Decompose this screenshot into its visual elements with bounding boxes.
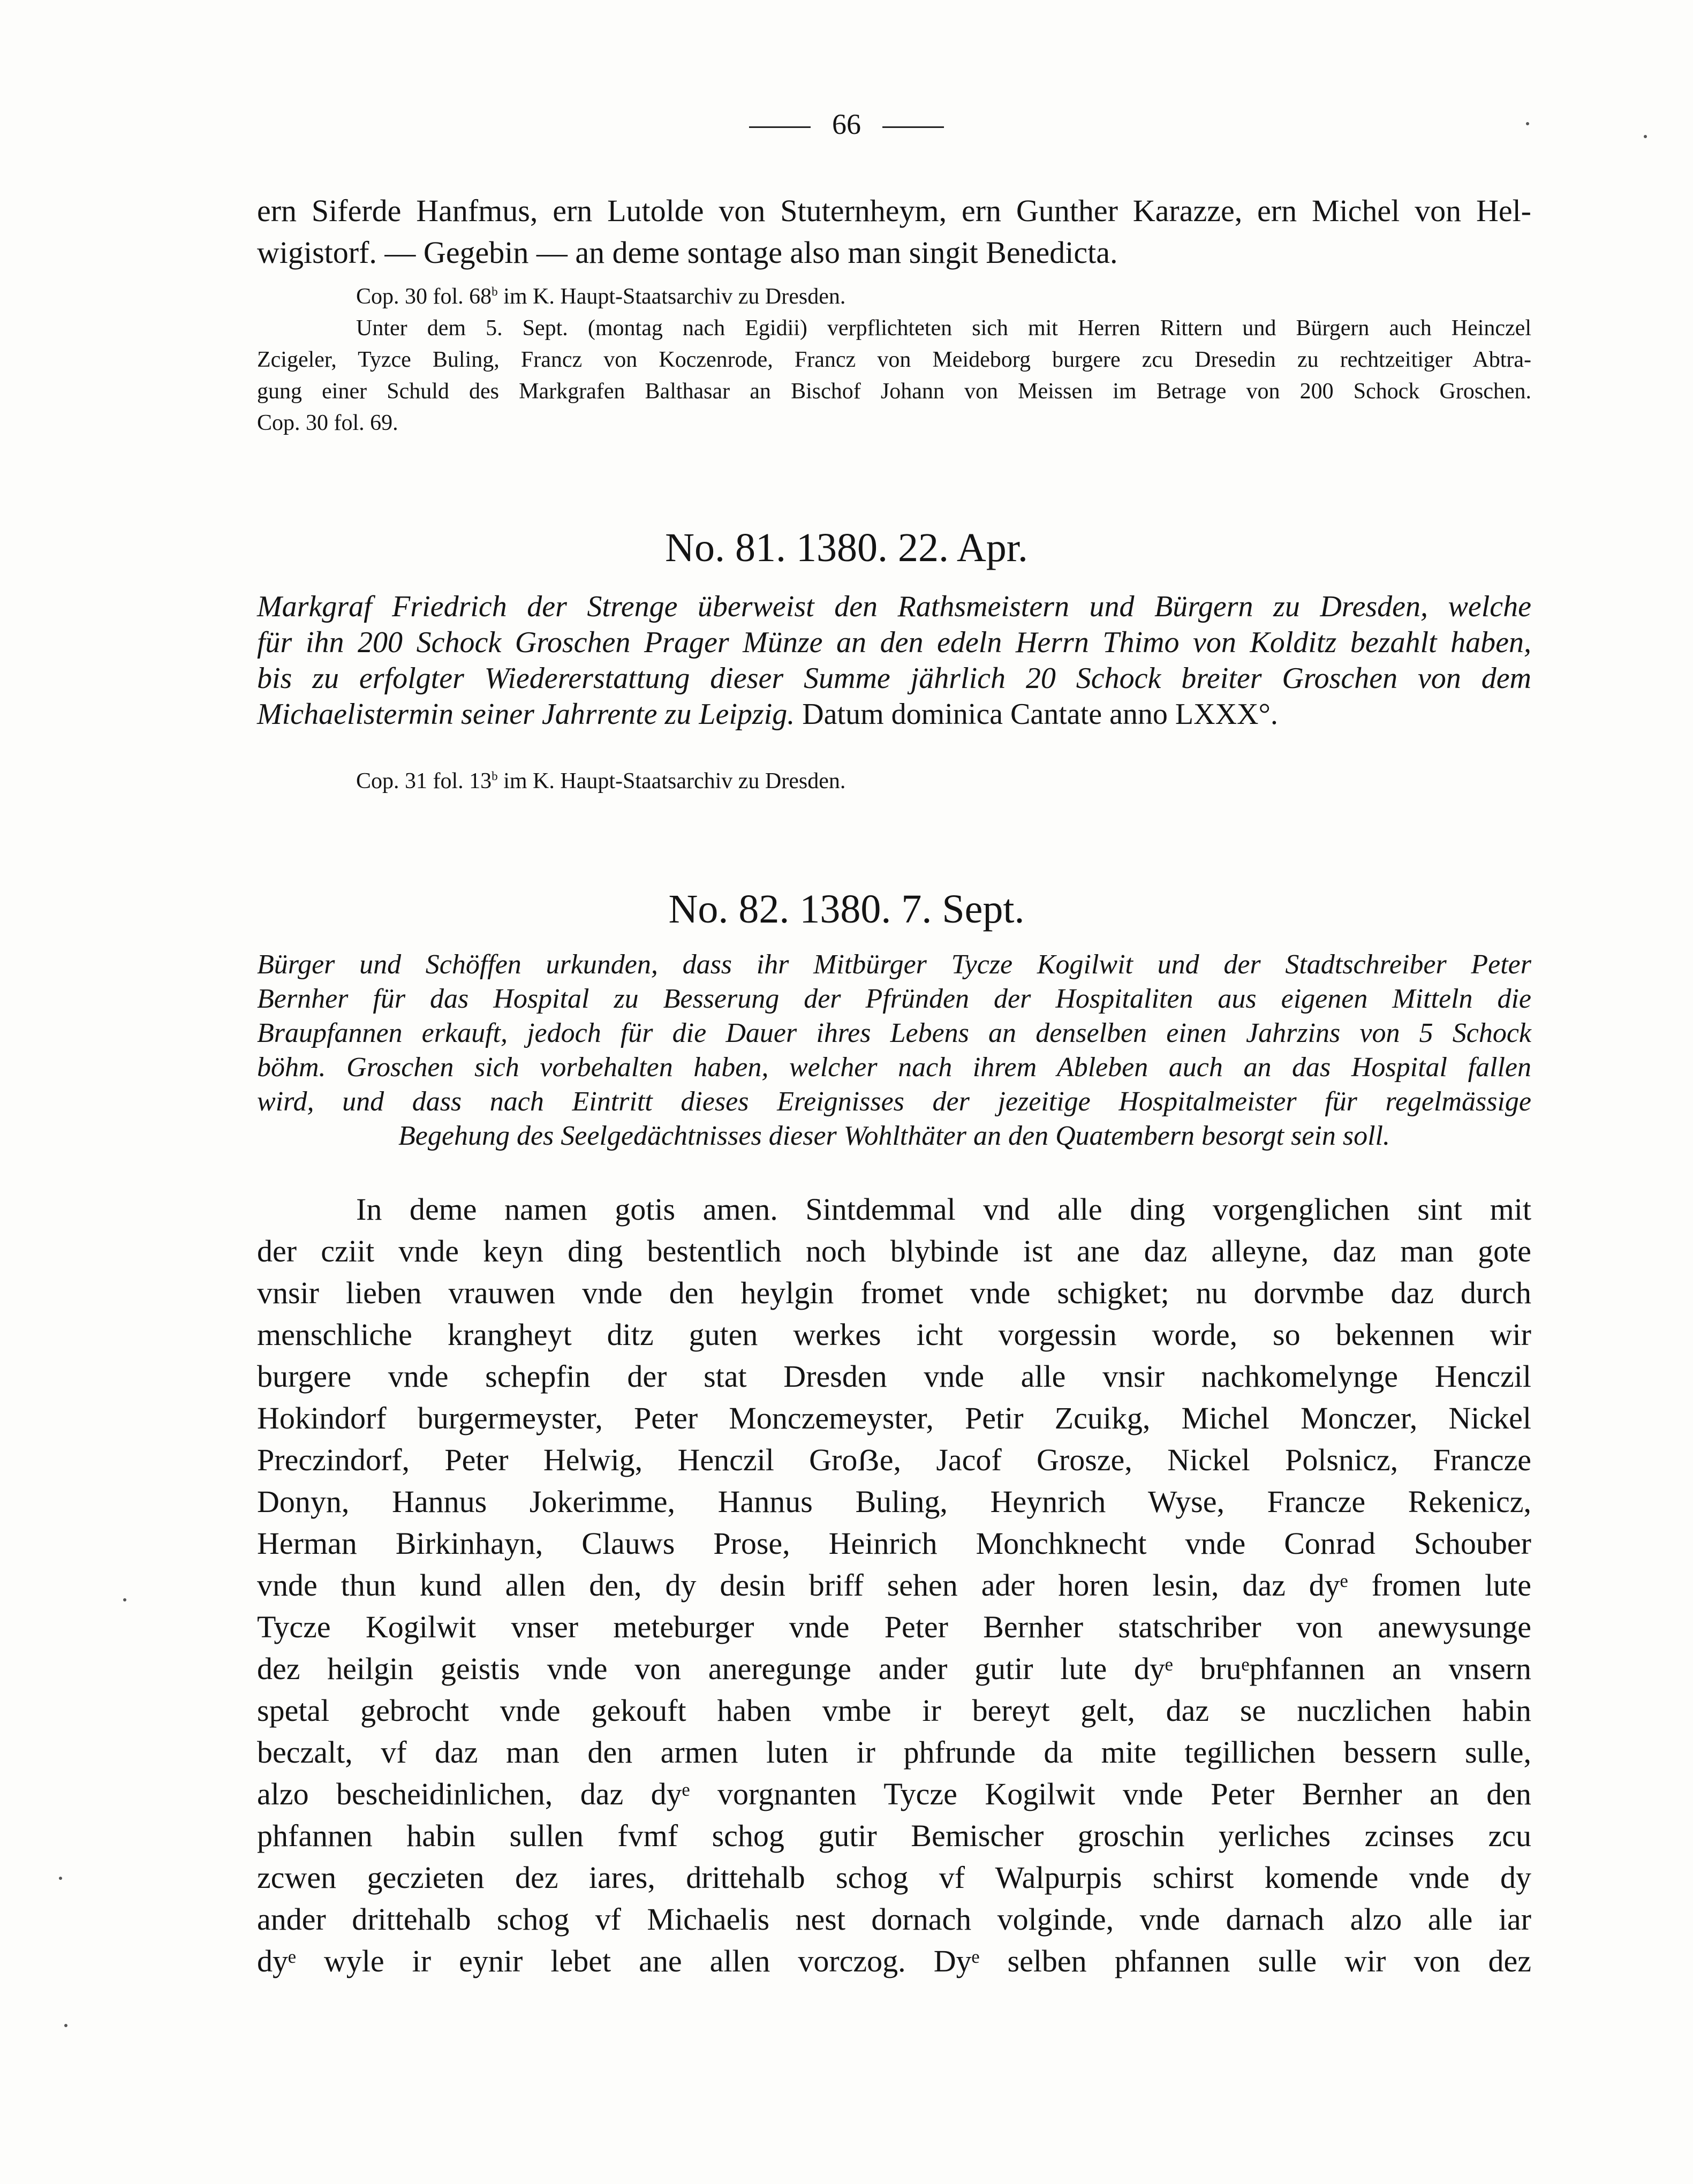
text-line: zcwen geczieten dez iares, drittehalb schog vf Walpurpis schirst komende vnde dy xyxy=(257,1860,1531,1895)
document-heading-81: No. 81. 1380. 22. Apr. xyxy=(665,525,1028,570)
page-number: 66 xyxy=(832,108,861,140)
summary-line: für ihn 200 Schock Groschen Prager Münze an den edeln Herrn Thimo von Kolditz bezahlt haben, xyxy=(257,626,1531,659)
summary-line: bis zu erfolgter Wiedererstattung dieser Summe jährlich 20 Schock breiter Groschen von dem xyxy=(257,662,1531,695)
text-line: dez heilgin geistis vnde von aneregunge ander gutir lute dyᵉ bruᵉphfannen an vnsern xyxy=(257,1651,1531,1686)
note-line: gung einer Schuld des Markgrafen Balthasar an Bischof Johann von Meissen im Betrage von 200 Schock Groschen. xyxy=(257,379,1531,404)
document-summary-82 xyxy=(257,948,1531,1153)
summary-line: Bürger und Schöffen urkunden, dass ihr Mitbürger Tycze Kogilwit und der Stadtschreiber Peter xyxy=(257,949,1531,980)
source-citation: Cop. 30 fol. 68$^b$ im K. Haupt-Staatsarchiv zu Dresden. xyxy=(356,284,846,309)
previous-document-notes xyxy=(257,281,1531,439)
summary-line: böhm. Groschen sich vorbehalten haben, welcher nach ihrem Ableben auch an das Hospital fallen xyxy=(257,1052,1531,1083)
summary-line: Braupfannen erkauft, jedoch für die Dauer ihres Lebens an denselben einen Jahrzins von 5 Schock xyxy=(257,1018,1531,1048)
text-line: menschliche krangheyt ditz guten werkes icht vorgessin worde, so bekennen wir xyxy=(257,1317,1531,1352)
document-heading-82: No. 82. 1380. 7. Sept. xyxy=(668,887,1025,932)
text-line: ander drittehalb schog vf Michaelis nest dornach volginde, vnde darnach alzo alle iar xyxy=(257,1902,1531,1937)
left-rule xyxy=(749,126,811,128)
text-line: Preczindorf, Peter Helwig, Henczil Groẞe, Jacof Grosze, Nickel Polsnicz, Francze xyxy=(257,1442,1531,1477)
text-line: burgere vnde schepfin der stat Dresden vnde alle vnsir nachkomelynge Henczil xyxy=(257,1359,1531,1394)
text-line: wigistorf. — Gegebin — an deme sontage also man singit Benedicta. xyxy=(257,235,1118,270)
text-line: alzo bescheidinlichen, daz dyᵉ vorgnanten Tycze Kogilwit vnde Peter Bernher an den xyxy=(257,1777,1531,1811)
summary-line: Bernher für das Hospital zu Besserung der Pfründen der Hospitaliten aus eigenen Mitteln die xyxy=(257,984,1531,1014)
note-line: Zcigeler, Tyzce Buling, Francz von Koczenrode, Francz von Meideborg burgere zcu Dresedin zu rechtzeitiger Abtra- xyxy=(257,347,1531,372)
summary-line: Michaelistermin seiner Jahrrente zu Leipzig. Datum dominica Cantate anno LXXX°. xyxy=(257,698,1278,731)
summary-line: Markgraf Friedrich der Strenge überweist den Rathsmeistern und Bürgern zu Dresden, welche xyxy=(257,590,1531,623)
previous-document-text xyxy=(257,190,1531,274)
text-line: phfannen habin sullen fvmf schog gutir Bemischer groschin yerliches zcinses zcu xyxy=(257,1818,1531,1853)
text-line: spetal gebrocht vnde gekouft haben vmbe ir bereyt gelt, daz se nuczlichen habin xyxy=(257,1693,1531,1728)
text-line: beczalt, vf daz man den armen luten ir phfrunde da mite tegillichen bessern sulle, xyxy=(257,1735,1531,1770)
text-line: Hokindorf burgermeyster, Peter Monczemeyster, Petir Zcuikg, Michel Monczer, Nickel xyxy=(257,1401,1531,1435)
text-line: Tycze Kogilwit vnser meteburger vnde Peter Bernher statschriber von anewysunge xyxy=(257,1609,1531,1644)
note-line: Cop. 30 fol. 69. xyxy=(257,411,398,435)
text-line: ern Siferde Hanfmus, ern Lutolde von Stuternheym, ern Gunther Karazze, ern Michel von Hel- xyxy=(257,193,1531,228)
text-line: der cziit vnde keyn ding bestentlich noch blybinde ist ane daz alleyne, daz man gote xyxy=(257,1234,1531,1268)
text-line: dyᵉ wyle ir eynir lebet ane allen vorczog. Dyᵉ selben phfannen sulle wir von dez xyxy=(257,1944,1531,1978)
text-line: In deme namen gotis amen. Sintdemmal vnd alle ding vorgenglichen sint mit xyxy=(356,1192,1531,1227)
summary-line: Begehung des Seelgedächtnisses dieser Wohlthäter an den Quatembern besorgt sein soll. xyxy=(398,1121,1390,1151)
page-number-line xyxy=(0,110,1693,139)
text-line: Donyn, Hannus Jokerimme, Hannus Buling, Heynrich Wyse, Francze Rekenicz, xyxy=(257,1484,1531,1519)
text-line: vnde thun kund allen den, dy desin briff sehen ader horen lesin, daz dyᵉ fromen lute xyxy=(257,1568,1531,1603)
scan-speck xyxy=(1526,122,1529,125)
note-line: Unter dem 5. Sept. (montag nach Egidii) verpflichteten sich mit Herren Rittern und Bürgern auch Heinczel xyxy=(356,316,1531,341)
document-text-82 xyxy=(257,1189,1531,1982)
summary-line: wird, und dass nach Eintritt dieses Ereignisses der jezeitige Hospitalmeister für regelmässige xyxy=(257,1086,1531,1117)
scan-speck xyxy=(1644,135,1647,138)
text-line: vnsir lieben vrauwen vnde den heylgin fromet vnde schigket; nu dorvmbe daz durch xyxy=(257,1275,1531,1310)
scan-speck xyxy=(64,2024,67,2027)
scan-speck xyxy=(123,1598,126,1601)
scan-speck xyxy=(59,1877,62,1880)
document-summary-81 xyxy=(257,589,1531,732)
right-rule xyxy=(882,126,944,128)
text-line: Herman Birkinhayn, Clauws Prose, Heinrich Monchknecht vnde Conrad Schouber xyxy=(257,1526,1531,1561)
source-citation-81: Cop. 31 fol. 13$^b$ im K. Haupt-Staatsarchiv zu Dresden. xyxy=(356,769,846,794)
